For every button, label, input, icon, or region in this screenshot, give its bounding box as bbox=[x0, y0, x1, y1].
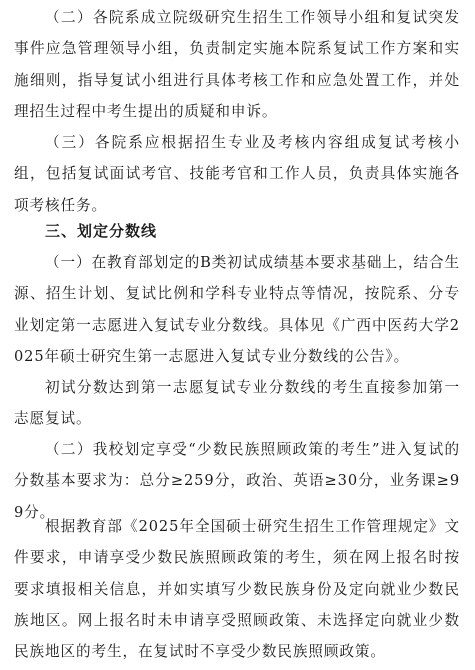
paragraph-assessment-panels: （三）各院系应根据招生专业及考核内容组成复试考核小组，包括复试面试考官、技能考官和工作人员，负责具体实施各项考核任务。 bbox=[14, 134, 460, 214]
section-heading-score-lines: 三、划定分数线 bbox=[45, 222, 158, 240]
paragraph-first-choice-retest: 初试分数达到第一志愿复试专业分数线的考生直接参加第一志愿复试。 bbox=[14, 379, 460, 428]
paragraph-department-leadership-groups: （二）各院系成立院级研究生招生工作领导小组和复试突发事件应急管理领导小组，负责制定实施本院系复试工作方案和实施细则，指导复试小组进行具体考核工作和应急处置工作，并处理招生过程中考生提出的质疑和申诉。 bbox=[14, 9, 460, 120]
paragraph-minority-policy-application: 根据教育部《2025年全国硕士研究生招生工作管理规定》文件要求，申请享受少数民族照顾政策的考生，须在网上报名时按要求填报相关信息，并如实填写少数民族身份及定向就业少数民族地区。网上报名时未申请享受照顾政策、未选择定向就业少数民族地区的考生，在复试时不享受少数民族照顾政策。 bbox=[14, 518, 460, 661]
paragraph-minority-score-requirements: （二）我校划定享受“少数民族照顾政策的考生”进入复试的分数基本要求为：总分≥259分，政治、英语≥30分，业务课≥99分。 bbox=[14, 441, 460, 521]
paragraph-category-b-score-lines: （一）在教育部划定的B类初试成绩基本要求基础上，结合生源、招生计划、复试比例和学科专业特点等情况，按院系、分专业划定第一志愿进入复试专业分数线。具体见《广西中医药大学2025年硕士研究生第一志愿进入复试专业分数线的公告》。 bbox=[14, 254, 460, 365]
